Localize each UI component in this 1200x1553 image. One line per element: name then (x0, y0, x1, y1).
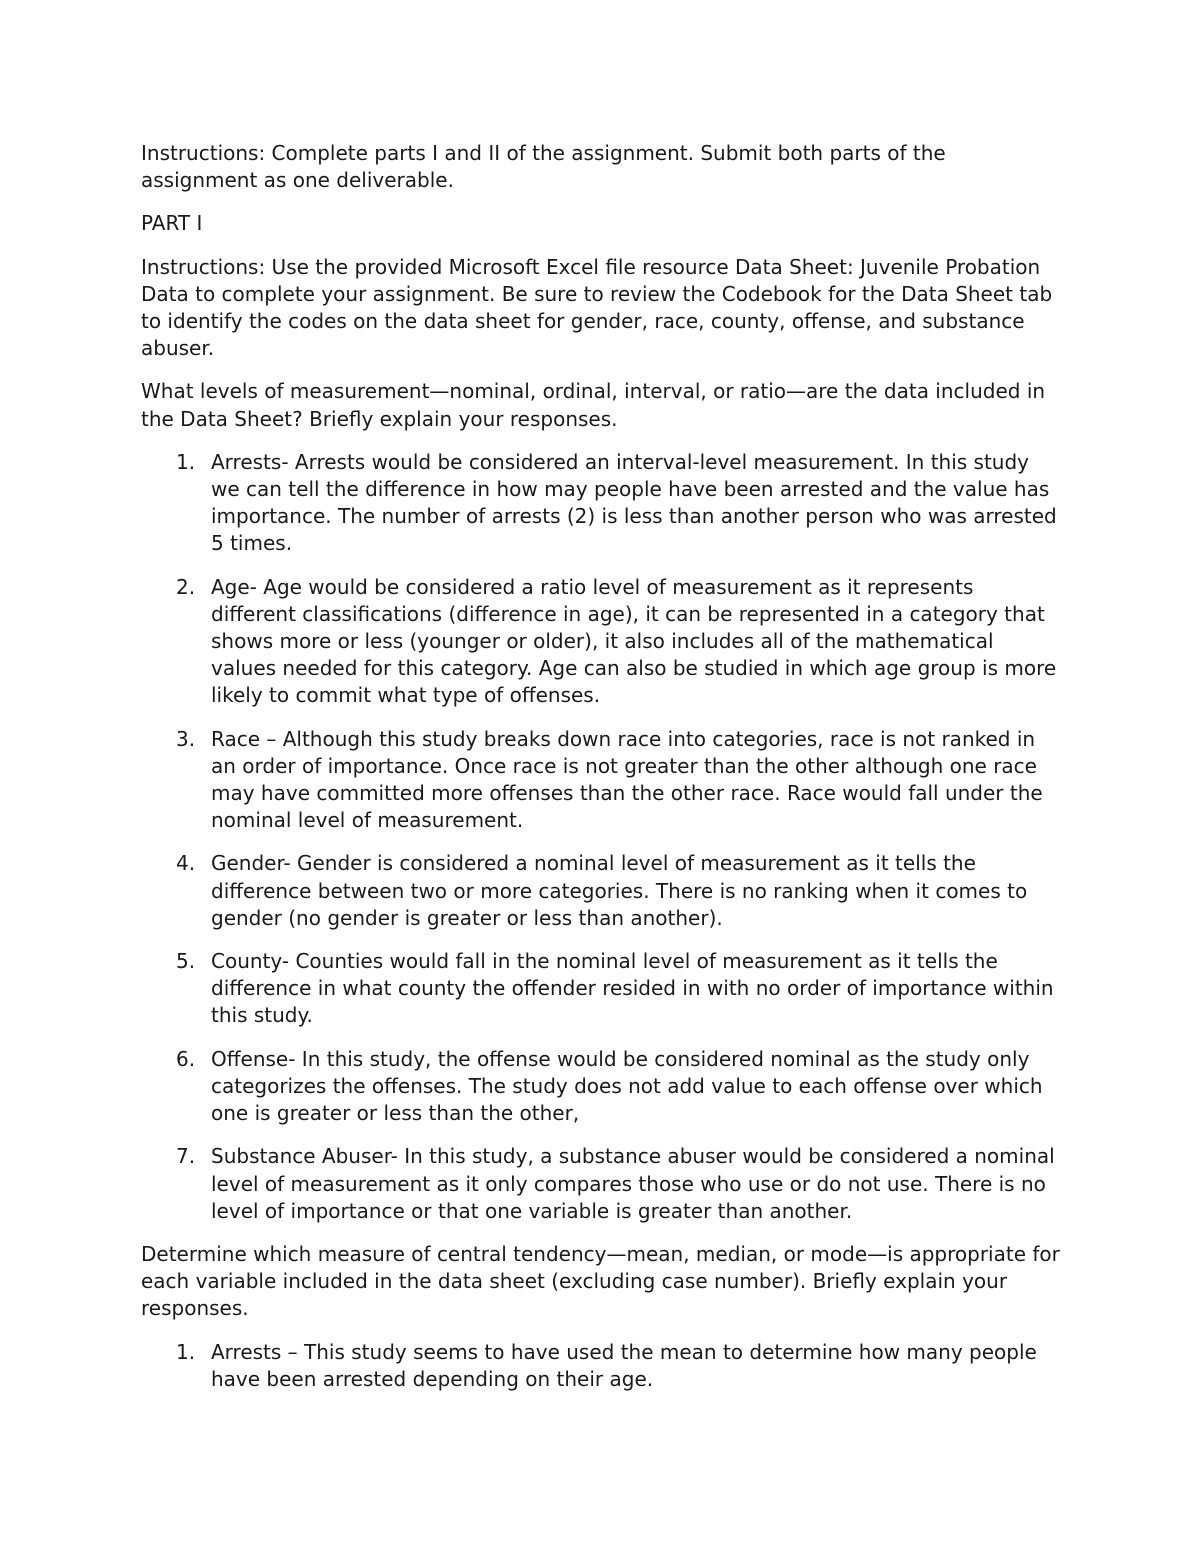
list-item (141, 1339, 1061, 1393)
list-item (141, 850, 1061, 932)
question-levels-of-measurement: What levels of measurement—nominal, ordinal, interval, or ratio—are the data included in the Data Sheet? Briefly explain your responses. (141, 379, 1046, 431)
part-heading: PART I (141, 211, 203, 236)
list-number: 6. (176, 1046, 196, 1071)
list-number: 3. (176, 726, 196, 751)
list-number: 5. (176, 949, 196, 974)
part-instructions: Instructions: Use the provided Microsoft Excel file resource Data Sheet: Juvenile Probation Data to complete your assignment. Be sure to review the Codebook for the Data Sheet tab to identify the codes on the data sheet for gender, race, county, offense, and substance abuser. (141, 254, 1053, 361)
list-item-text: Substance Abuser- In this study, a substance abuser would be considered a nominal level of measurement as it only compares those who use or do not use. There is no level of importance or that one variable is greater than another. (211, 1144, 1055, 1223)
list-item (141, 1046, 1061, 1128)
list-item-text: Offense- In this study, the offense would be considered nominal as the study only categorizes the offenses. The study does not add value to each offense over which one is greater or less than the other, (211, 1046, 1043, 1126)
list-item-text: County- Counties would fall in the nominal level of measurement as it tells the difference in what county the offender resided in with no order of importance within this study. (211, 949, 1054, 1028)
list-item (141, 449, 1061, 558)
list-number: 1. (176, 449, 196, 474)
intro-paragraph: Instructions: Complete parts I and II of the assignment. Submit both parts of the assignment as one deliverable. (141, 141, 946, 193)
list-item (141, 574, 1061, 710)
list-number: 7. (176, 1144, 196, 1169)
list-item (141, 948, 1061, 1030)
list-item (141, 1143, 1061, 1225)
list-number: 2. (176, 574, 196, 599)
list-number: 4. (176, 851, 196, 876)
list-item-text: Arrests- Arrests would be considered an interval-level measurement. In this study we can tell the difference in how may people have been arrested and the value has importance. The number of arrests (2) is less than another person who was arrested 5 times. (211, 449, 1057, 556)
list-item (141, 726, 1061, 835)
list-item-text: Arrests – This study seems to have used the mean to determine how many people have been arrested depending on their age. (211, 1339, 1037, 1391)
list-number: 1. (176, 1339, 196, 1364)
question-central-tendency: Determine which measure of central tendency—mean, median, or mode—is appropriate for each variable included in the data sheet (excluding case number). Briefly explain your responses. (141, 1241, 1060, 1321)
tendency-list (141, 1339, 1061, 1393)
list-item-text: Race – Although this study breaks down race into categories, race is not ranked in an order of importance. Once race is not greater than the other although one race may have committed more offenses than the other race. Race would fall under the nominal level of measurement. (211, 726, 1043, 833)
list-item-text: Age- Age would be considered a ratio level of measurement as it represents different classifications (difference in age), it can be represented in a category that shows more or less (younger or older), it also includes all of the mathematical values needed for this category. Age can also be studied in which age group is more likely to commit what type of offenses. (211, 574, 1057, 708)
levels-list (141, 449, 1061, 1225)
list-item-text: Gender- Gender is considered a nominal level of measurement as it tells the difference between two or more categories. There is no ranking when it comes to gender (no gender is greater or less than another). (211, 851, 1028, 930)
document-page (141, 140, 1061, 1409)
